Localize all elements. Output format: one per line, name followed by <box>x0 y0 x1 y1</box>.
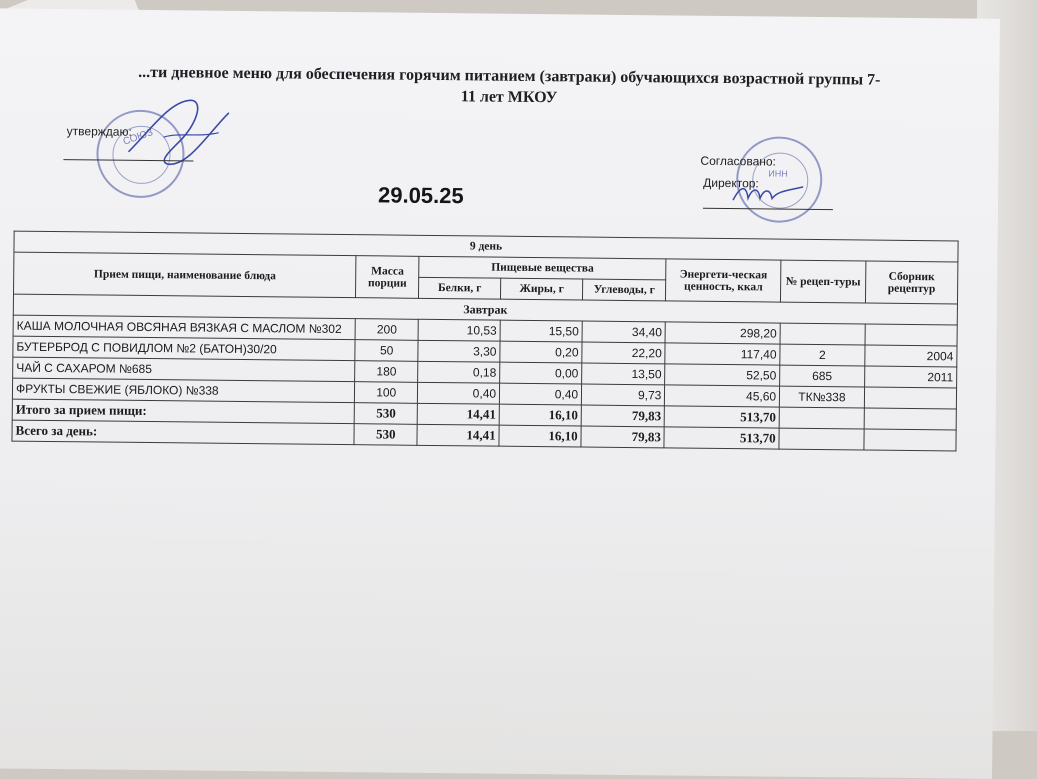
stamp-text: ИНН <box>768 168 788 179</box>
total-fat: 16,10 <box>499 425 581 447</box>
dish-protein: 0,18 <box>418 361 500 383</box>
total-recipe <box>779 407 864 429</box>
dish-energy: 52,50 <box>665 364 780 386</box>
dish-energy: 45,60 <box>665 385 780 407</box>
total-energy: 513,70 <box>665 406 780 428</box>
header-carbs: Углеводы, г <box>583 279 666 301</box>
dish-mass: 50 <box>355 340 418 362</box>
total-fat: 16,10 <box>499 404 581 426</box>
day-label: 9 день <box>14 231 958 262</box>
approve-label: утверждаю: <box>66 124 132 139</box>
dish-mass: 180 <box>355 361 418 383</box>
dish-protein: 10,53 <box>418 319 500 341</box>
header-recipe: № рецеп-туры <box>781 260 866 303</box>
dish-recipe: 2 <box>780 344 865 366</box>
header-protein: Белки, г <box>419 277 501 299</box>
total-energy: 513,70 <box>664 427 779 449</box>
dish-collection: 2004 <box>865 345 957 367</box>
dish-carbs: 9,73 <box>582 384 665 406</box>
total-protein: 14,41 <box>417 403 499 425</box>
dish-protein: 0,40 <box>417 382 499 404</box>
dish-fat: 0,40 <box>499 383 581 405</box>
header-collection: Сборник рецептур <box>865 261 958 304</box>
total-collection <box>864 429 956 451</box>
total-carbs: 79,83 <box>581 405 664 427</box>
header-fat: Жиры, г <box>501 278 583 300</box>
dish-carbs: 13,50 <box>582 363 665 385</box>
total-label: Итого за прием пищи: <box>12 399 355 424</box>
total-carbs: 79,83 <box>581 426 664 448</box>
dish-carbs: 34,40 <box>582 321 665 343</box>
total-protein: 14,41 <box>417 424 499 446</box>
total-mass: 530 <box>354 424 417 446</box>
director-label: Директор: <box>703 175 759 191</box>
header-meal: Прием пищи, наименование блюда <box>14 252 357 298</box>
dish-name: ФРУКТЫ СВЕЖИЕ (ЯБЛОКО) №338 <box>12 378 355 403</box>
section-label: Завтрак <box>13 294 957 325</box>
dish-collection <box>864 387 956 409</box>
dish-energy: 298,20 <box>665 322 780 344</box>
header-mass: Масса порции <box>356 256 419 299</box>
total-recipe <box>779 428 864 450</box>
header-nutrients: Пищевые вещества <box>419 256 666 280</box>
dish-collection: 2011 <box>864 366 956 388</box>
dish-recipe: 685 <box>780 365 865 387</box>
dish-mass: 100 <box>355 382 418 404</box>
dish-recipe: ТК№338 <box>779 386 864 408</box>
dish-mass: 200 <box>355 319 418 341</box>
dish-fat: 0,20 <box>500 341 582 363</box>
dish-name: ЧАЙ С САХАРОМ №685 <box>13 357 356 382</box>
menu-table <box>11 231 958 452</box>
total-mass: 530 <box>355 403 418 425</box>
director-signature <box>728 176 808 211</box>
dish-fat: 0,00 <box>500 362 582 384</box>
stamp-text: СОЮЗ <box>121 127 155 148</box>
dish-name: КАША МОЛОЧНАЯ ОВСЯНАЯ ВЯЗКАЯ С МАСЛОМ №302 <box>13 315 356 340</box>
total-label: Всего за день: <box>12 420 355 445</box>
dish-recipe <box>780 323 865 345</box>
menu-document <box>0 8 1000 779</box>
dish-name: БУТЕРБРОД С ПОВИДЛОМ №2 (БАТОН)30/20 <box>13 336 356 361</box>
dish-collection <box>865 324 957 346</box>
header-energy: Энергети-ческая ценность, ккал <box>666 259 781 302</box>
title-line-2: 11 лет МКОУ <box>460 88 558 107</box>
dish-protein: 3,30 <box>418 340 500 362</box>
title-line-1: ...ти дневное меню для обеспечения горячим питанием (завтраки) обучающихся возрастной группы 7- <box>138 63 881 89</box>
dish-fat: 15,50 <box>500 320 582 342</box>
menu-date: 29.05.25 <box>377 182 464 209</box>
dish-energy: 117,40 <box>665 343 780 365</box>
dish-carbs: 22,20 <box>582 342 665 364</box>
agreed-label: Согласовано: <box>700 153 777 169</box>
total-collection <box>864 408 956 430</box>
